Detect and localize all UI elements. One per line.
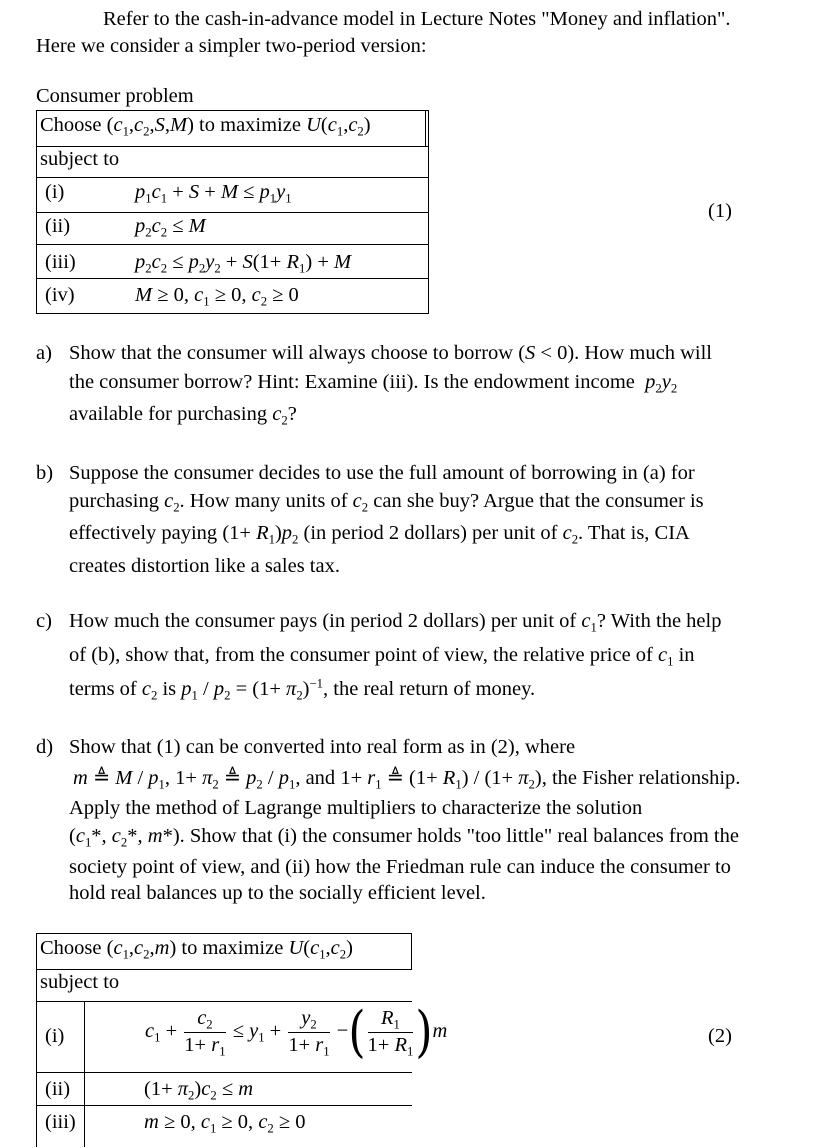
box1-constraint-i: $p_1c_1 + S + M \le p_1y_1$ xyxy=(135,181,292,206)
question-b-text: effectively paying xyxy=(69,522,218,544)
question-b-text: purchasing xyxy=(69,490,159,512)
question-c-text: , the real return of money. xyxy=(323,678,536,700)
box2-row-label: (i) xyxy=(45,1025,65,1047)
equation-number-1: (1) xyxy=(708,200,732,222)
box1-row-label: (iii) xyxy=(45,251,76,273)
box1-constraint-iv: M ≥ 0, $c_1 \ge 0$, $c_2 \ge 0$ xyxy=(135,284,299,309)
box2-constraint-i: $c_1$ + $\frac{c_2}{1+ r_1}$ ≤ $y_1$ + $\frac{y_2}{1+ r_1}$ −( $\frac{R_1}{1+ R_1}$ )m xyxy=(145,1000,448,1065)
question-d-line-2: m ≜ M / $p_1$, $1+ \pi_2$ ≜ $p_2 / p_1$, and $1+ r_1$ ≜ $(1+ R_1) / (1+ \pi_2)$, the Fisher relationship. xyxy=(73,767,741,792)
box2-constraint-iii: m ≥ 0, $c_1 \ge 0$, $c_2 \ge 0$ xyxy=(144,1111,306,1136)
question-c-text: of (b), show that, from the consumer point of view, the relative price of xyxy=(69,644,653,666)
consumer-problem-caption: Consumer problem xyxy=(36,85,194,107)
box1-subject-to: subject to xyxy=(40,148,120,170)
question-d-label: d) xyxy=(36,736,54,758)
question-d-line-4: ($c_1*$, $c_2*$, m*). Show that (i) the consumer holds "too little" real balances from the xyxy=(69,825,739,850)
question-c-line-1: How much the consumer pays (in period 2 dollars) per unit of $c_1$? With the help xyxy=(69,610,722,635)
equation-number-2: (2) xyxy=(708,1025,732,1047)
question-c-text: in xyxy=(678,644,695,666)
box1-row-label: (iv) xyxy=(45,284,75,306)
question-c-text: How much the consumer pays (in period 2 dollars) per unit of xyxy=(69,610,577,632)
question-b-label: b) xyxy=(36,462,54,484)
question-b-text: can she buy? Argue that the consumer is xyxy=(373,490,704,512)
question-c-line-3: terms of $c_2$ is $p_1 / p_2 = (1+ \pi_2)^{-1}$, the real return of money. xyxy=(69,676,536,703)
question-d-line-3: Apply the method of Lagrange multipliers to characterize the solution xyxy=(69,797,643,819)
box1-maximize-text: to maximize xyxy=(199,114,301,136)
question-a-text: available for purchasing xyxy=(69,403,268,425)
question-c-text: ? With the help xyxy=(596,610,722,632)
box2-choose-prefix: Choose xyxy=(40,937,102,959)
question-c-text: terms of xyxy=(69,678,137,700)
question-c-line-2: of (b), show that, from the consumer point of view, the relative price of $c_1$ in xyxy=(69,644,695,669)
box1-choose-line: Choose $(c_1,c_2,S,M)$ to maximize $U(c_1,c_2)$ xyxy=(40,114,371,139)
question-b-text: . That is, CIA xyxy=(578,522,690,544)
question-a-label: a) xyxy=(36,342,52,364)
question-b-line-4: creates distortion like a sales tax. xyxy=(69,555,340,577)
question-d-text: . Show that (i) the consumer holds "too little" real balances from the xyxy=(179,825,739,847)
box2-row-label: (iii) xyxy=(45,1111,76,1133)
question-b-text: (in period 2 dollars) per unit of xyxy=(303,522,558,544)
box1-row-label: (ii) xyxy=(45,215,71,237)
question-d-text: , and xyxy=(295,767,336,789)
box1-constraint-ii: $p_2c_2 \le M$ xyxy=(135,215,206,240)
question-c-text: is xyxy=(162,678,177,700)
question-a-text: ). How much will xyxy=(567,342,712,364)
question-a-line-1: Show that the consumer will always choose to borrow (S < 0). How much will xyxy=(69,342,712,364)
box1-choose-prefix: Choose xyxy=(40,114,102,136)
question-a-text: the consumer borrow? Hint: Examine (iii). Is the endowment income xyxy=(69,371,635,393)
question-b-line-1: Suppose the consumer decides to use the full amount of borrowing in (a) for xyxy=(69,462,695,484)
question-d-line-6: hold real balances up to the socially efficient level. xyxy=(69,882,486,904)
question-c-label: c) xyxy=(36,610,52,632)
question-d-line-1: Show that (1) can be converted into real form as in (2), where xyxy=(69,736,576,758)
box2-row-label: (ii) xyxy=(45,1078,71,1100)
question-a-line-2: the consumer borrow? Hint: Examine (iii). Is the endowment income $p_2y_2$ xyxy=(69,371,678,396)
question-b-line-3: effectively paying $(1+ R_1)p_2$ (in period 2 dollars) per unit of $c_2$. That is, CIA xyxy=(69,522,690,547)
question-a-text: Show that the consumer will always choose to borrow ( xyxy=(69,342,526,364)
question-a-text: ? xyxy=(287,403,297,425)
box2-subject-to: subject to xyxy=(40,971,120,993)
box2-constraint-ii: $(1+ \pi_2)c_2 \le m$ xyxy=(144,1078,254,1103)
box1-row-label: (i) xyxy=(45,181,65,203)
box1-constraint-iii: $p_2c_2 \le p_2y_2 + S(1+ R_1) + M$ xyxy=(135,251,352,276)
question-d-text: , the Fisher relationship. xyxy=(541,767,741,789)
intro-line-1: Refer to the cash-in-advance model in Lecture Notes "Money and inflation". xyxy=(103,8,731,30)
box2-choose-line: Choose $(c_1,c_2,m)$ to maximize $U(c_1,c_2)$ xyxy=(40,937,353,962)
question-b-text: . How many units of xyxy=(179,490,348,512)
box2-maximize-text: to maximize xyxy=(181,937,284,959)
intro-line-2: Here we consider a simpler two-period version: xyxy=(36,35,427,57)
question-b-line-2: purchasing $c_2$. How many units of $c_2$ can she buy? Argue that the consumer is xyxy=(69,490,704,515)
question-a-line-3: available for purchasing $c_2$? xyxy=(69,403,297,428)
question-d-line-5: society point of view, and (ii) how the Friedman rule can induce the consumer to xyxy=(69,856,731,878)
